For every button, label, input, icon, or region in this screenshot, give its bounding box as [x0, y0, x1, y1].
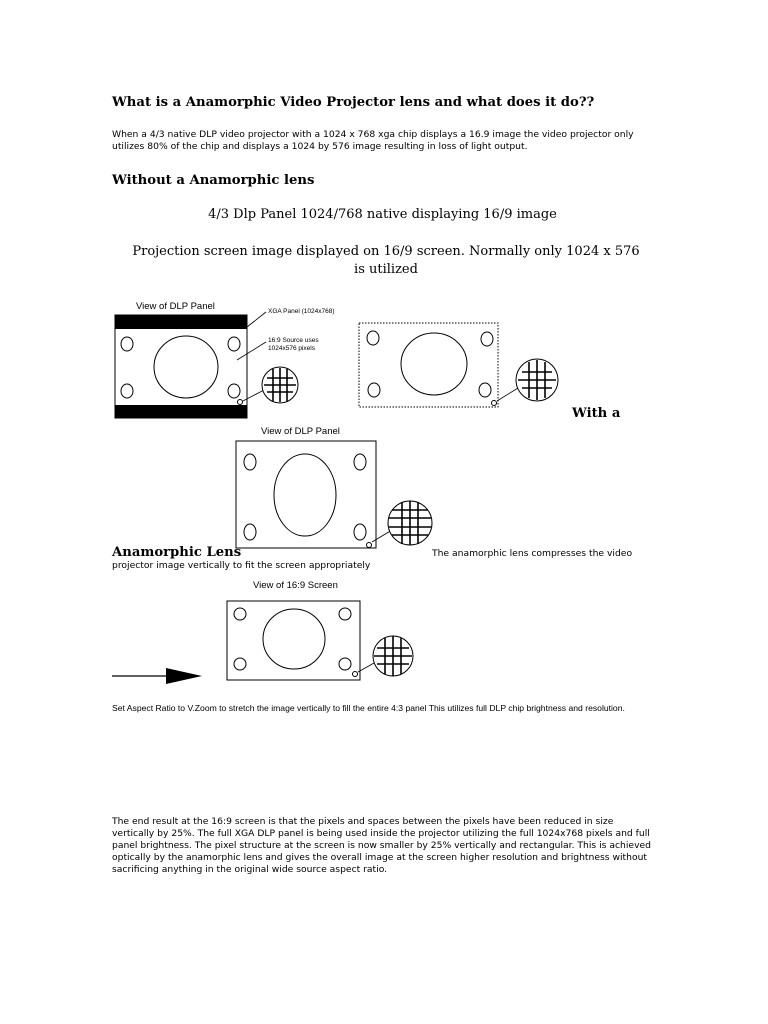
- with-lens-heading-1: With a: [572, 406, 621, 421]
- fig1-source-label-2: 1024x576 pixels: [268, 345, 315, 352]
- anamorphic-desc-1: The anamorphic lens compresses the video: [432, 548, 633, 559]
- anamorphic-desc-2: projector image vertically to fit the screen appropriately: [112, 560, 371, 571]
- without-lens-heading: Without a Anamorphic lens: [112, 173, 315, 188]
- fig3-title: View of DLP Panel: [261, 426, 340, 437]
- panel-caption: 4/3 Dlp Panel 1024/768 native displaying 16/9 image: [208, 207, 557, 222]
- fig1-xga-label: XGA Panel (1024x768): [268, 308, 335, 315]
- intro-paragraph: When a 4/3 native DLP video projector with a 1024 x 768 xga chip displays a 16.9 image the video projector only utilizes 80% of the chip and displays a 1024 by 576 image resulting in loss of light output.: [112, 129, 634, 152]
- screen-caption: Projection screen image displayed on 16/9 screen. Normally only 1024 x 576 is utilized: [132, 244, 640, 277]
- fig4-title: View of 16:9 Screen: [253, 580, 338, 591]
- with-lens-heading-2: Anamorphic Lens: [112, 545, 242, 560]
- aspect-note: Set Aspect Ratio to V.Zoom to stretch the image vertically to fill the entire 4:3 panel This utilizes full DLP chip brightness and resolution.: [112, 703, 625, 713]
- fig1-source-label-1: 16:9 Source uses: [268, 337, 319, 344]
- fig1-title: View of DLP Panel: [136, 301, 215, 312]
- end-result-paragraph: The end result at the 16:9 screen is that the pixels and spaces between the pixels have been reduced in size vertically by 25%. The full XGA DLP panel is being used inside the projector utilizing the full 1024x768 pixels and full panel brightness. The pixel structure at the screen is now smaller by 25% vertically and rectangular. This is achieved optically by the anamorphic lens and gives the overall image at the screen higher resolution and brightness without sacrificing anything in the original wide source aspect ratio.: [112, 816, 652, 875]
- page-title: What is a Anamorphic Video Projector lens and what does it do??: [112, 95, 595, 110]
